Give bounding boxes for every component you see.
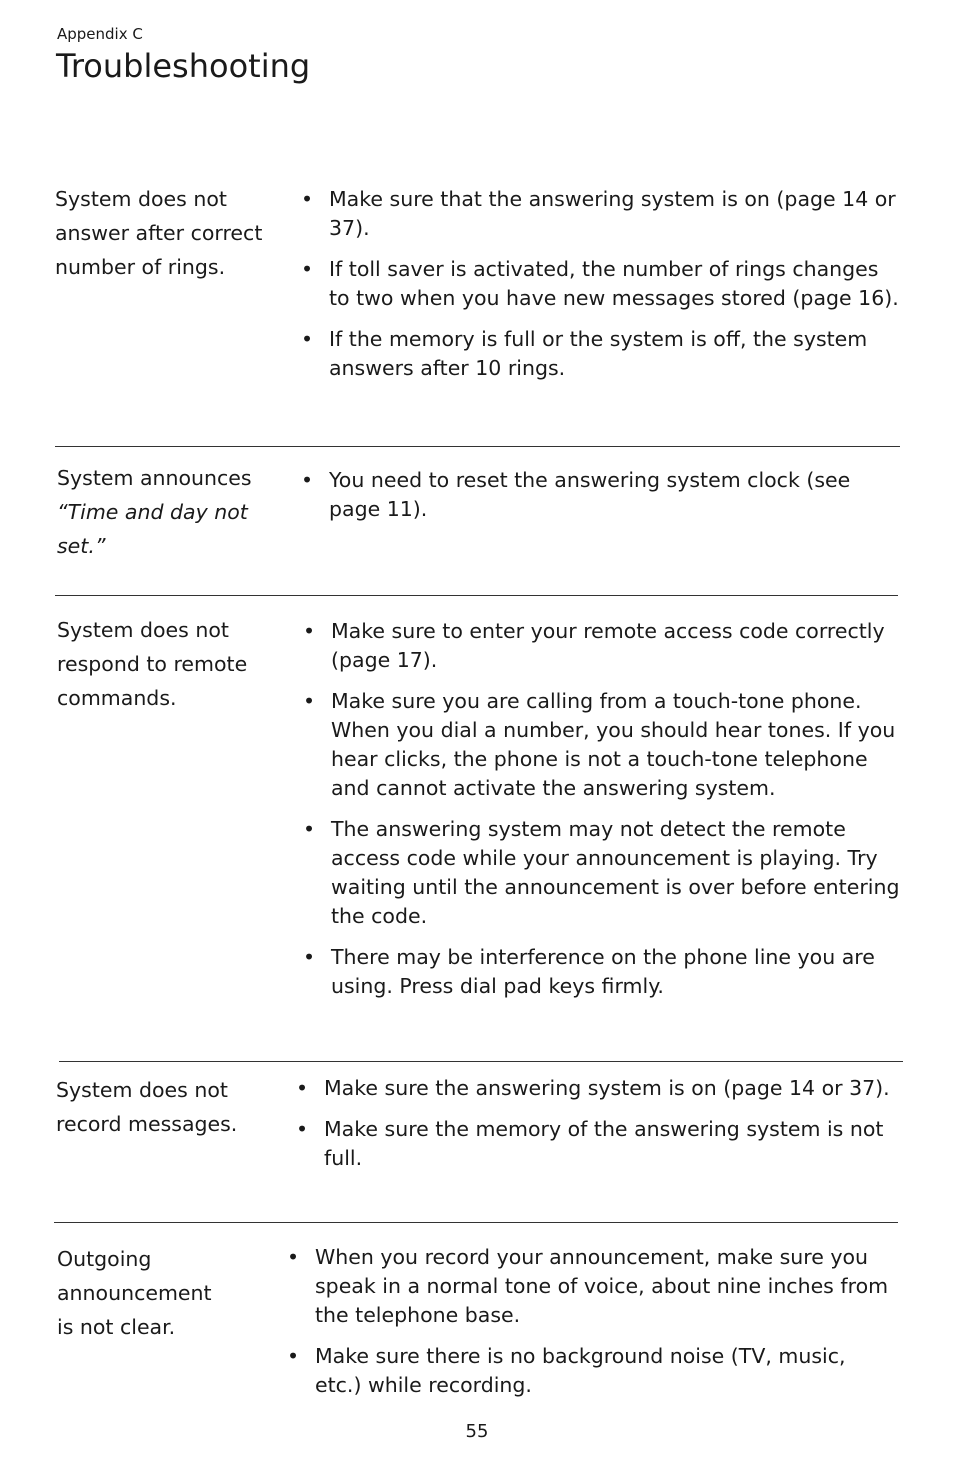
- issue-announcement-unclear: Outgoing announcement is not clear.: [57, 1247, 212, 1339]
- issue-text: System announces: [57, 466, 252, 490]
- page-number: 55: [465, 1421, 489, 1442]
- solution-item: • The answering system may not detect the remote access code while your announcement is playing. Try waiting until the announcement is over before entering the code.: [303, 815, 901, 931]
- solution-item: • Make sure there is no background noise (TV, music, etc.) while recording.: [287, 1342, 897, 1400]
- solution-item: • If toll saver is activated, the number of rings changes to two when you have new messages stored (page 16).: [301, 255, 901, 313]
- appendix-label: Appendix C: [57, 25, 143, 43]
- row-divider: [55, 446, 900, 447]
- solution-item: • Make sure that the answering system is on (page 14 or 37).: [301, 185, 901, 243]
- issue-no-answer: System does not answer after correct number of rings.: [55, 187, 263, 279]
- row-divider: [54, 1222, 898, 1223]
- row-divider: [55, 595, 898, 596]
- solution-item: • If the memory is full or the system is off, the system answers after 10 rings.: [301, 325, 901, 383]
- row-divider: [59, 1061, 903, 1062]
- issue-time-not-set: [57, 461, 257, 563]
- solutions-remote-commands: [303, 617, 901, 1013]
- solution-item: • There may be interference on the phone line you are using. Press dial pad keys firmly.: [303, 943, 901, 1001]
- solution-item: • When you record your announcement, make sure you speak in a normal tone of voice, about nine inches from the telephone base.: [287, 1243, 897, 1330]
- issue-remote-commands: System does not respond to remote commands.: [57, 618, 248, 710]
- solutions-announcement-unclear: [287, 1243, 897, 1412]
- solution-item: • You need to reset the answering system clock (see page 11).: [301, 466, 901, 524]
- solutions-no-record: [296, 1074, 896, 1185]
- solution-item: • Make sure the answering system is on (page 14 or 37).: [296, 1074, 896, 1103]
- solution-item: • Make sure the memory of the answering system is not full.: [296, 1115, 896, 1173]
- issue-quote: “Time and day not set.”: [57, 500, 248, 558]
- solution-item: • Make sure to enter your remote access code correctly (page 17).: [303, 617, 901, 675]
- issue-no-record: System does not record messages.: [56, 1078, 238, 1136]
- page-title: Troubleshooting: [56, 47, 311, 85]
- solutions-time-not-set: [301, 466, 901, 536]
- solutions-no-answer: [301, 185, 901, 395]
- solution-item: • Make sure you are calling from a touch-tone phone. When you dial a number, you should hear tones. If you hear clicks, the phone is not a touch-tone telephone and cannot activate the answering system.: [303, 687, 901, 803]
